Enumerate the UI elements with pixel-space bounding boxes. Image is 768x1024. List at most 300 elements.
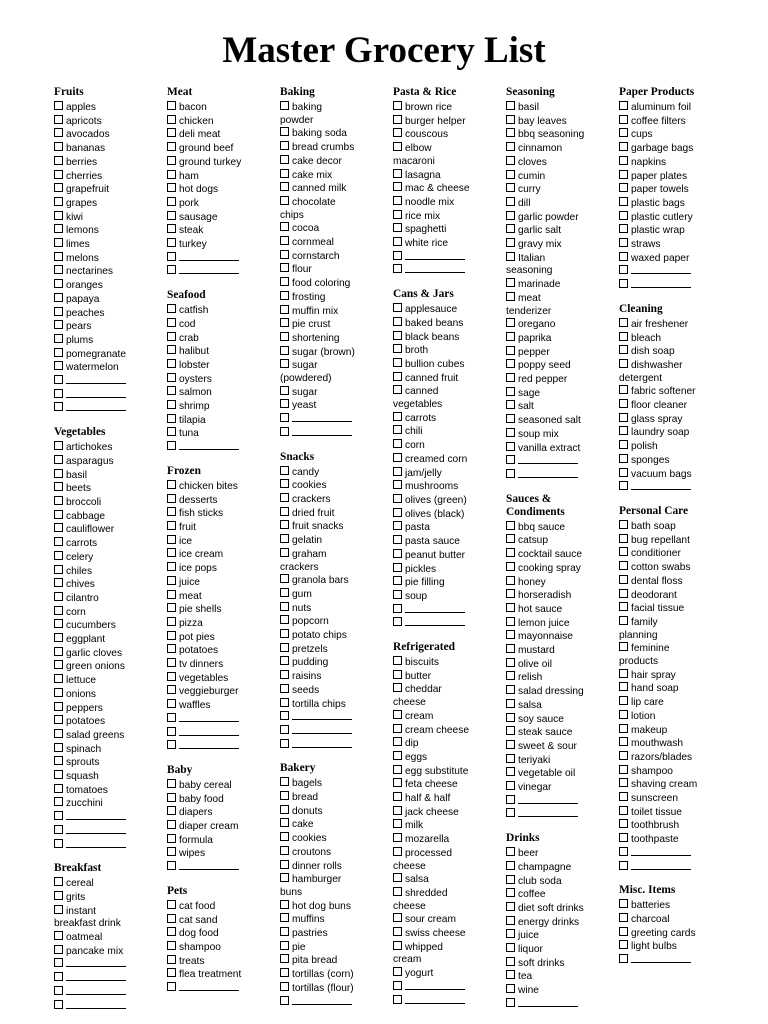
checkbox[interactable] <box>167 494 176 503</box>
checkbox[interactable] <box>506 847 515 856</box>
checkbox[interactable] <box>280 291 289 300</box>
write-in-line[interactable] <box>631 847 691 856</box>
checkbox[interactable] <box>54 660 63 669</box>
checkbox[interactable] <box>167 318 176 327</box>
checkbox[interactable] <box>54 402 63 411</box>
checkbox[interactable] <box>506 795 515 804</box>
checkbox[interactable] <box>506 548 515 557</box>
checkbox[interactable] <box>619 561 628 570</box>
checkbox[interactable] <box>506 740 515 749</box>
checkbox[interactable] <box>393 142 402 151</box>
checkbox[interactable] <box>167 699 176 708</box>
checkbox[interactable] <box>54 510 63 519</box>
checkbox[interactable] <box>619 751 628 760</box>
checkbox[interactable] <box>54 891 63 900</box>
checkbox[interactable] <box>167 644 176 653</box>
checkbox[interactable] <box>393 331 402 340</box>
checkbox[interactable] <box>167 861 176 870</box>
checkbox[interactable] <box>280 507 289 516</box>
checkbox[interactable] <box>54 101 63 110</box>
checkbox[interactable] <box>167 386 176 395</box>
checkbox[interactable] <box>506 455 515 464</box>
write-in-line[interactable] <box>518 795 578 804</box>
checkbox[interactable] <box>393 210 402 219</box>
checkbox[interactable] <box>167 183 176 192</box>
checkbox[interactable] <box>393 535 402 544</box>
checkbox[interactable] <box>506 278 515 287</box>
checkbox[interactable] <box>619 238 628 247</box>
checkbox[interactable] <box>167 793 176 802</box>
checkbox[interactable] <box>54 115 63 124</box>
checkbox[interactable] <box>280 236 289 245</box>
checkbox[interactable] <box>54 825 63 834</box>
checkbox[interactable] <box>393 549 402 558</box>
checkbox[interactable] <box>619 696 628 705</box>
checkbox[interactable] <box>619 101 628 110</box>
checkbox[interactable] <box>393 887 402 896</box>
checkbox[interactable] <box>619 170 628 179</box>
write-in-line[interactable] <box>66 1000 126 1009</box>
checkbox[interactable] <box>167 548 176 557</box>
checkbox[interactable] <box>54 606 63 615</box>
checkbox[interactable] <box>506 630 515 639</box>
checkbox[interactable] <box>619 847 628 856</box>
checkbox[interactable] <box>506 197 515 206</box>
checkbox[interactable] <box>280 982 289 991</box>
checkbox[interactable] <box>54 743 63 752</box>
checkbox[interactable] <box>506 442 515 451</box>
checkbox[interactable] <box>506 469 515 478</box>
checkbox[interactable] <box>167 779 176 788</box>
checkbox[interactable] <box>619 211 628 220</box>
write-in-line[interactable] <box>66 811 126 820</box>
checkbox[interactable] <box>54 361 63 370</box>
checkbox[interactable] <box>506 767 515 776</box>
checkbox[interactable] <box>393 724 402 733</box>
checkbox[interactable] <box>619 359 628 368</box>
checkbox[interactable] <box>167 197 176 206</box>
checkbox[interactable] <box>280 196 289 205</box>
checkbox[interactable] <box>54 578 63 587</box>
write-in-line[interactable] <box>179 265 239 274</box>
checkbox[interactable] <box>619 454 628 463</box>
checkbox[interactable] <box>619 792 628 801</box>
checkbox[interactable] <box>619 115 628 124</box>
checkbox[interactable] <box>506 400 515 409</box>
checkbox[interactable] <box>506 589 515 598</box>
write-in-line[interactable] <box>66 986 126 995</box>
write-in-line[interactable] <box>66 375 126 384</box>
checkbox[interactable] <box>506 998 515 1007</box>
checkbox[interactable] <box>167 941 176 950</box>
checkbox[interactable] <box>619 778 628 787</box>
checkbox[interactable] <box>167 507 176 516</box>
checkbox[interactable] <box>619 128 628 137</box>
checkbox[interactable] <box>619 547 628 556</box>
checkbox[interactable] <box>506 128 515 137</box>
checkbox[interactable] <box>393 385 402 394</box>
checkbox[interactable] <box>54 537 63 546</box>
checkbox[interactable] <box>506 292 515 301</box>
checkbox[interactable] <box>280 832 289 841</box>
checkbox[interactable] <box>167 562 176 571</box>
checkbox[interactable] <box>506 726 515 735</box>
checkbox[interactable] <box>54 797 63 806</box>
checkbox[interactable] <box>619 616 628 625</box>
write-in-line[interactable] <box>66 825 126 834</box>
write-in-line[interactable] <box>518 808 578 817</box>
checkbox[interactable] <box>393 576 402 585</box>
write-in-line[interactable] <box>292 711 352 720</box>
checkbox[interactable] <box>54 931 63 940</box>
checkbox[interactable] <box>619 279 628 288</box>
checkbox[interactable] <box>280 818 289 827</box>
checkbox[interactable] <box>280 846 289 855</box>
write-in-line[interactable] <box>405 981 465 990</box>
checkbox[interactable] <box>619 765 628 774</box>
checkbox[interactable] <box>54 156 63 165</box>
write-in-line[interactable] <box>292 427 352 436</box>
checkbox[interactable] <box>280 954 289 963</box>
checkbox[interactable] <box>54 224 63 233</box>
checkbox[interactable] <box>280 670 289 679</box>
checkbox[interactable] <box>393 819 402 828</box>
checkbox[interactable] <box>393 101 402 110</box>
checkbox[interactable] <box>167 252 176 261</box>
write-in-line[interactable] <box>179 982 239 991</box>
checkbox[interactable] <box>393 967 402 976</box>
checkbox[interactable] <box>167 224 176 233</box>
checkbox[interactable] <box>393 169 402 178</box>
checkbox[interactable] <box>280 127 289 136</box>
checkbox[interactable] <box>393 521 402 530</box>
checkbox[interactable] <box>280 277 289 286</box>
checkbox[interactable] <box>280 968 289 977</box>
checkbox[interactable] <box>167 603 176 612</box>
checkbox[interactable] <box>393 670 402 679</box>
checkbox[interactable] <box>54 633 63 642</box>
write-in-line[interactable] <box>405 617 465 626</box>
checkbox[interactable] <box>54 619 63 628</box>
checkbox[interactable] <box>280 777 289 786</box>
checkbox[interactable] <box>167 535 176 544</box>
checkbox[interactable] <box>167 955 176 964</box>
checkbox[interactable] <box>393 617 402 626</box>
checkbox[interactable] <box>167 576 176 585</box>
checkbox[interactable] <box>506 252 515 261</box>
write-in-line[interactable] <box>179 441 239 450</box>
checkbox[interactable] <box>393 778 402 787</box>
checkbox[interactable] <box>280 141 289 150</box>
checkbox[interactable] <box>506 713 515 722</box>
checkbox[interactable] <box>167 304 176 313</box>
write-in-line[interactable] <box>66 972 126 981</box>
checkbox[interactable] <box>280 927 289 936</box>
checkbox[interactable] <box>280 346 289 355</box>
checkbox[interactable] <box>280 155 289 164</box>
checkbox[interactable] <box>506 521 515 530</box>
checkbox[interactable] <box>619 602 628 611</box>
checkbox[interactable] <box>506 387 515 396</box>
checkbox[interactable] <box>393 656 402 665</box>
checkbox[interactable] <box>54 688 63 697</box>
checkbox[interactable] <box>619 819 628 828</box>
checkbox[interactable] <box>619 265 628 274</box>
checkbox[interactable] <box>506 414 515 423</box>
checkbox[interactable] <box>54 183 63 192</box>
checkbox[interactable] <box>506 875 515 884</box>
checkbox[interactable] <box>506 658 515 667</box>
checkbox[interactable] <box>393 439 402 448</box>
checkbox[interactable] <box>54 469 63 478</box>
checkbox[interactable] <box>54 348 63 357</box>
checkbox[interactable] <box>54 905 63 914</box>
checkbox[interactable] <box>619 861 628 870</box>
checkbox[interactable] <box>54 945 63 954</box>
checkbox[interactable] <box>506 183 515 192</box>
write-in-line[interactable] <box>179 861 239 870</box>
checkbox[interactable] <box>280 479 289 488</box>
checkbox[interactable] <box>619 252 628 261</box>
checkbox[interactable] <box>393 981 402 990</box>
checkbox[interactable] <box>280 332 289 341</box>
checkbox[interactable] <box>619 940 628 949</box>
write-in-line[interactable] <box>66 839 126 848</box>
checkbox[interactable] <box>54 839 63 848</box>
checkbox[interactable] <box>393 508 402 517</box>
checkbox[interactable] <box>393 751 402 760</box>
checkbox[interactable] <box>167 521 176 530</box>
checkbox[interactable] <box>280 493 289 502</box>
checkbox[interactable] <box>167 672 176 681</box>
write-in-line[interactable] <box>405 995 465 1004</box>
checkbox[interactable] <box>280 548 289 557</box>
write-in-line[interactable] <box>631 279 691 288</box>
checkbox[interactable] <box>506 211 515 220</box>
checkbox[interactable] <box>167 631 176 640</box>
checkbox[interactable] <box>167 373 176 382</box>
checkbox[interactable] <box>280 873 289 882</box>
checkbox[interactable] <box>167 847 176 856</box>
write-in-line[interactable] <box>631 954 691 963</box>
checkbox[interactable] <box>54 170 63 179</box>
checkbox[interactable] <box>280 101 289 110</box>
write-in-line[interactable] <box>518 455 578 464</box>
checkbox[interactable] <box>506 902 515 911</box>
checkbox[interactable] <box>54 320 63 329</box>
checkbox[interactable] <box>393 223 402 232</box>
checkbox[interactable] <box>393 806 402 815</box>
checkbox[interactable] <box>54 334 63 343</box>
checkbox[interactable] <box>506 562 515 571</box>
checkbox[interactable] <box>506 699 515 708</box>
checkbox[interactable] <box>280 399 289 408</box>
checkbox[interactable] <box>619 345 628 354</box>
checkbox[interactable] <box>54 702 63 711</box>
checkbox[interactable] <box>619 589 628 598</box>
checkbox[interactable] <box>280 711 289 720</box>
checkbox[interactable] <box>167 820 176 829</box>
checkbox[interactable] <box>54 647 63 656</box>
checkbox[interactable] <box>393 303 402 312</box>
checkbox[interactable] <box>506 170 515 179</box>
checkbox[interactable] <box>393 792 402 801</box>
checkbox[interactable] <box>619 332 628 341</box>
checkbox[interactable] <box>167 265 176 274</box>
checkbox[interactable] <box>54 375 63 384</box>
checkbox[interactable] <box>280 643 289 652</box>
checkbox[interactable] <box>393 847 402 856</box>
checkbox[interactable] <box>167 101 176 110</box>
write-in-line[interactable] <box>518 998 578 1007</box>
checkbox[interactable] <box>280 684 289 693</box>
checkbox[interactable] <box>280 629 289 638</box>
checkbox[interactable] <box>54 455 63 464</box>
checkbox[interactable] <box>393 264 402 273</box>
checkbox[interactable] <box>393 237 402 246</box>
checkbox[interactable] <box>393 251 402 260</box>
checkbox[interactable] <box>506 238 515 247</box>
checkbox[interactable] <box>619 399 628 408</box>
checkbox[interactable] <box>393 453 402 462</box>
checkbox[interactable] <box>167 128 176 137</box>
checkbox[interactable] <box>506 617 515 626</box>
checkbox[interactable] <box>167 142 176 151</box>
checkbox[interactable] <box>167 332 176 341</box>
checkbox[interactable] <box>619 426 628 435</box>
checkbox[interactable] <box>506 428 515 437</box>
checkbox[interactable] <box>280 860 289 869</box>
checkbox[interactable] <box>619 899 628 908</box>
checkbox[interactable] <box>280 182 289 191</box>
checkbox[interactable] <box>393 412 402 421</box>
checkbox[interactable] <box>506 943 515 952</box>
checkbox[interactable] <box>619 710 628 719</box>
checkbox[interactable] <box>167 414 176 423</box>
checkbox[interactable] <box>54 811 63 820</box>
checkbox[interactable] <box>619 413 628 422</box>
checkbox[interactable] <box>506 957 515 966</box>
checkbox[interactable] <box>54 784 63 793</box>
checkbox[interactable] <box>167 427 176 436</box>
checkbox[interactable] <box>167 170 176 179</box>
checkbox[interactable] <box>280 427 289 436</box>
checkbox[interactable] <box>280 466 289 475</box>
write-in-line[interactable] <box>405 251 465 260</box>
write-in-line[interactable] <box>631 861 691 870</box>
checkbox[interactable] <box>54 265 63 274</box>
checkbox[interactable] <box>167 927 176 936</box>
checkbox[interactable] <box>54 307 63 316</box>
checkbox[interactable] <box>54 142 63 151</box>
checkbox[interactable] <box>506 224 515 233</box>
checkbox[interactable] <box>280 941 289 950</box>
checkbox[interactable] <box>506 929 515 938</box>
checkbox[interactable] <box>167 713 176 722</box>
checkbox[interactable] <box>393 683 402 692</box>
checkbox[interactable] <box>619 575 628 584</box>
checkbox[interactable] <box>54 389 63 398</box>
checkbox[interactable] <box>167 740 176 749</box>
checkbox[interactable] <box>506 603 515 612</box>
checkbox[interactable] <box>280 725 289 734</box>
checkbox[interactable] <box>506 534 515 543</box>
checkbox[interactable] <box>393 563 402 572</box>
checkbox[interactable] <box>393 115 402 124</box>
checkbox[interactable] <box>167 617 176 626</box>
checkbox[interactable] <box>506 984 515 993</box>
checkbox[interactable] <box>393 765 402 774</box>
checkbox[interactable] <box>54 877 63 886</box>
checkbox[interactable] <box>506 671 515 680</box>
checkbox[interactable] <box>280 791 289 800</box>
checkbox[interactable] <box>619 318 628 327</box>
checkbox[interactable] <box>167 658 176 667</box>
checkbox[interactable] <box>54 1000 63 1009</box>
checkbox[interactable] <box>619 806 628 815</box>
checkbox[interactable] <box>280 588 289 597</box>
checkbox[interactable] <box>280 520 289 529</box>
checkbox[interactable] <box>280 602 289 611</box>
checkbox[interactable] <box>167 115 176 124</box>
checkbox[interactable] <box>280 222 289 231</box>
checkbox[interactable] <box>506 781 515 790</box>
checkbox[interactable] <box>54 211 63 220</box>
checkbox[interactable] <box>54 496 63 505</box>
checkbox[interactable] <box>167 480 176 489</box>
checkbox[interactable] <box>393 604 402 613</box>
checkbox[interactable] <box>619 197 628 206</box>
checkbox[interactable] <box>280 318 289 327</box>
write-in-line[interactable] <box>66 402 126 411</box>
checkbox[interactable] <box>619 183 628 192</box>
checkbox[interactable] <box>280 250 289 259</box>
checkbox[interactable] <box>280 739 289 748</box>
checkbox[interactable] <box>393 358 402 367</box>
checkbox[interactable] <box>619 481 628 490</box>
checkbox[interactable] <box>54 551 63 560</box>
checkbox[interactable] <box>506 888 515 897</box>
checkbox[interactable] <box>393 873 402 882</box>
checkbox[interactable] <box>506 332 515 341</box>
checkbox[interactable] <box>280 359 289 368</box>
checkbox[interactable] <box>506 754 515 763</box>
write-in-line[interactable] <box>631 481 691 490</box>
checkbox[interactable] <box>393 833 402 842</box>
checkbox[interactable] <box>54 958 63 967</box>
write-in-line[interactable] <box>179 713 239 722</box>
checkbox[interactable] <box>619 468 628 477</box>
checkbox[interactable] <box>506 373 515 382</box>
checkbox[interactable] <box>54 279 63 288</box>
checkbox[interactable] <box>506 318 515 327</box>
checkbox[interactable] <box>167 968 176 977</box>
checkbox[interactable] <box>280 305 289 314</box>
checkbox[interactable] <box>54 770 63 779</box>
checkbox[interactable] <box>54 482 63 491</box>
write-in-line[interactable] <box>179 252 239 261</box>
checkbox[interactable] <box>167 590 176 599</box>
checkbox[interactable] <box>167 238 176 247</box>
checkbox[interactable] <box>167 345 176 354</box>
checkbox[interactable] <box>506 576 515 585</box>
write-in-line[interactable] <box>66 389 126 398</box>
checkbox[interactable] <box>619 534 628 543</box>
checkbox[interactable] <box>393 480 402 489</box>
checkbox[interactable] <box>167 900 176 909</box>
checkbox[interactable] <box>506 115 515 124</box>
checkbox[interactable] <box>167 359 176 368</box>
